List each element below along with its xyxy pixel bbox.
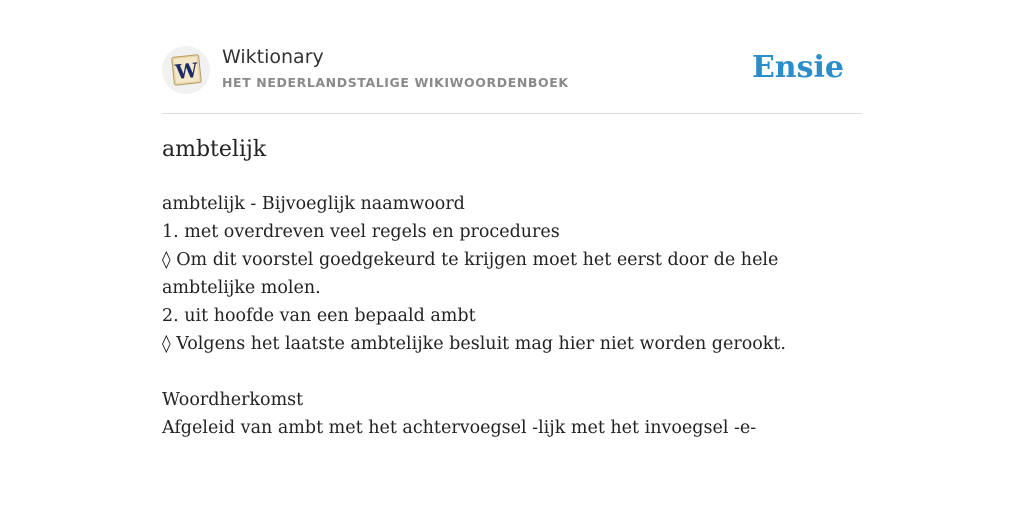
header-divider [162, 113, 862, 114]
example-2: ◊ Volgens het laatste ambtelijke besluit mag hier niet worden gerookt. [162, 334, 786, 354]
brand-name[interactable]: Wiktionary [222, 46, 324, 68]
svg-text:W: W [174, 57, 200, 85]
entry-heading: ambtelijk - Bijvoeglijk naamwoord [162, 194, 465, 214]
entry-content [162, 190, 872, 442]
etymology-label: Woordherkomst [162, 390, 304, 410]
definition-2: 2. uit hoofde van een bepaald ambt [162, 306, 476, 326]
definition-1: 1. met overdreven veel regels en procedures [162, 222, 560, 242]
entry-title: ambtelijk [162, 137, 267, 162]
etymology-text: Afgeleid van ambt met het achtervoegsel -lijk met het invoegsel -e- [162, 418, 757, 438]
brand-tagline: HET NEDERLANDSTALIGE WIKIWOORDENBOEK [222, 75, 569, 90]
wiktionary-logo-icon[interactable] [162, 46, 210, 94]
example-1: ◊ Om dit voorstel goedgekeurd te krijgen moet het eerst door de hele ambtelijke molen. [162, 250, 779, 298]
spacer [162, 358, 872, 386]
site-header [162, 44, 862, 96]
ensie-logo-link[interactable]: Ensie [751, 50, 844, 85]
